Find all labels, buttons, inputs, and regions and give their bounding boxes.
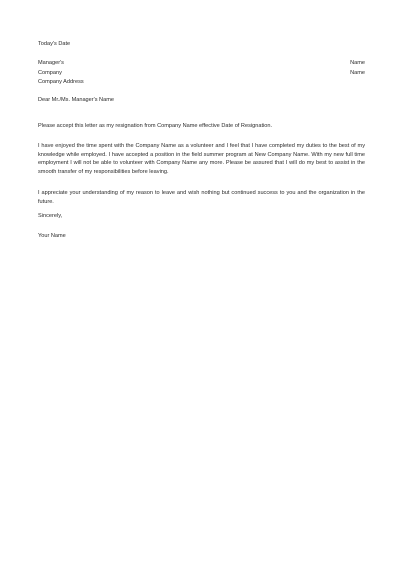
- paragraph-intro: Please accept this letter as my resignation from Company Name effective Date of Resignation.: [38, 122, 273, 129]
- recipient-block: [38, 59, 84, 88]
- sender-block: [350, 59, 365, 78]
- paragraph-body: I have enjoyed the time spent with the Company Name as a volunteer and I feel that I have completed my duties to the best of my knowledge while employed. I have accepted a position in the field summer program at New Company Name. With my new full time employment I will not be able to volunteer with Company Name any more. Please be assured that I will do my best to assist in the smooth transfer of my responsibilities before leaving.: [38, 142, 365, 176]
- recipient-name: Manager's: [38, 60, 64, 66]
- letter-date: Today's Date: [38, 41, 71, 47]
- paragraph-appreciation: I appreciate your understanding of my reason to leave and wish nothing but continued success to you and the organization in the future.: [38, 189, 365, 205]
- recipient-company: Company: [38, 69, 62, 76]
- recipient-address: Company Address: [38, 79, 84, 86]
- closing: Sincerely,: [38, 213, 63, 219]
- signature-name: Your Name: [38, 233, 66, 239]
- salutation: Dear Mr./Ms. Manager's Name: [38, 97, 114, 103]
- sender-name: Name: [350, 60, 365, 66]
- sender-company: Name: [350, 69, 365, 76]
